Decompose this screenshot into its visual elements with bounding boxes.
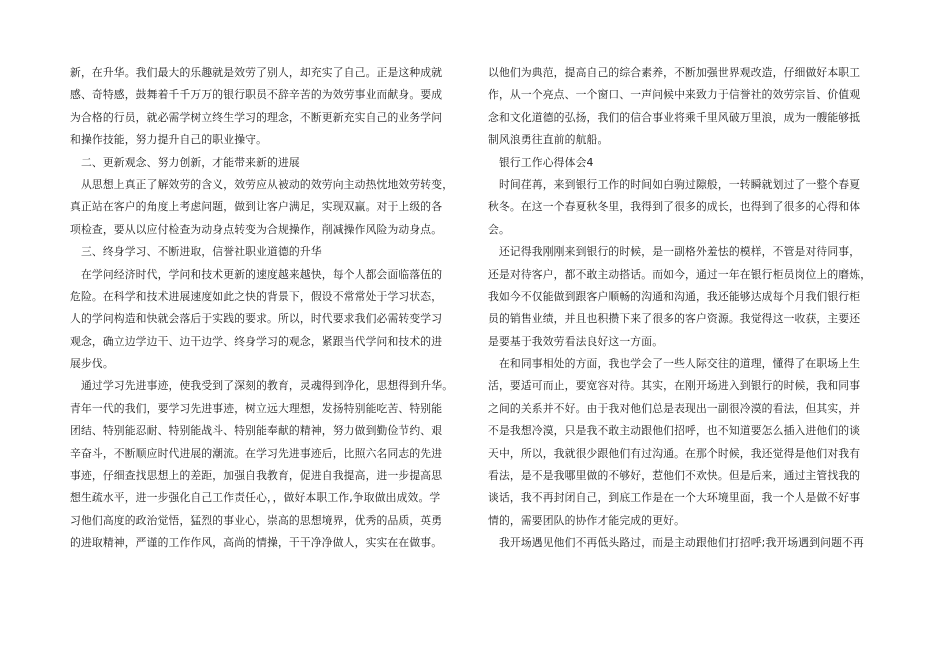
right-column-line: 员的销售业绩，并且也积攒下来了很多的客户资源。我觉得这一收获，主要还 — [488, 312, 861, 326]
right-column-line: 在和同事相处的方面，我也学会了一些人际交往的道理，懂得了在职场上生 — [488, 357, 861, 371]
right-column-line: 还是对待客户，都不敢主动搭话。而如今，通过一年在银行柜员岗位上的磨炼， — [488, 267, 872, 281]
right-column-line: 我开场遇见他们不再低头路过，而是主动跟他们打招呼;我开场遇到问题不再 — [488, 536, 864, 550]
right-column-line: 还记得我刚刚来到银行的时候，是一副格外羞怯的模样，不管是对待同事， — [488, 245, 861, 259]
right-column-line: 秋冬。在这一个春夏秋冬里，我得到了很多的成长，也得到了很多的心得和体 — [488, 200, 861, 214]
right-column-line: 之间的关系并不好。由于我对他们总是表现出一副很冷漠的看法，但其实，并 — [488, 401, 861, 415]
left-column-line: 的进取精神，严谨的工作作风，高尚的情操，干干净净做人，实实在在做事。 — [70, 536, 443, 550]
left-column-line: 展步伐。 — [70, 357, 114, 371]
right-column-line: 是要基于我效劳看法良好这一方面。 — [488, 334, 664, 348]
right-column-line: 我如今不仅能做到跟客户顺畅的沟通和沟通，我还能够达成每个月我们银行柜 — [488, 289, 861, 303]
left-column-line: 事迹，仔细查找思想上的差距，加强自我教育，促进自我提高，进一步提高思 — [70, 469, 443, 483]
left-column-line: 和操作技能，努力提升自己的职业操守。 — [70, 133, 268, 147]
right-text-column — [488, 62, 882, 555]
right-column-line: 制风浪勇往直前的航船。 — [488, 133, 609, 147]
left-column-line: 观念，确立边学边干、边干边学、终身学习的观念，紧跟当代学问和技术的进 — [70, 334, 443, 348]
right-column-line: 作，从一个亮点、一个窗口、一声问候中来致力于信誉社的效劳宗旨、价值观 — [488, 88, 861, 102]
left-column-line: 项检查，要从以应付检查为动身点转变为合规操作，削减操作风险为动身点。 — [70, 222, 443, 236]
right-column-line: 会。 — [488, 222, 510, 236]
left-column-line: 辛奋斗，不断顺应时代进展的潮流。在学习先进事迹后，比照六名同志的先进 — [70, 446, 443, 460]
left-column-line: 为合格的行员，就必需学树立终生学习的理念，不断更新充实自己的业务学问 — [70, 110, 443, 124]
right-column-line: 银行工作心得体会4 — [488, 155, 594, 169]
left-column-line: 在学问经济时代，学问和技术更新的速度越来越快，每个人都会面临落伍的 — [70, 267, 443, 281]
left-column-line: 人的学问构造和快就会落后于实践的要求。所以，时代要求我们必需转变学习 — [70, 312, 443, 326]
right-column-line: 不是我想冷漠，只是我不敢主动跟他们招呼，也不知道要怎么插入进他们的谈 — [488, 424, 861, 438]
right-column-line: 时间荏苒，来到银行工作的时间如白驹过隙般，一转瞬就划过了一整个春夏 — [488, 177, 861, 191]
left-column-line: 真正站在客户的角度上考虑问题，做到让客户满足，实现双赢。对于上级的各 — [70, 200, 443, 214]
right-column-line: 以他们为典范，提高自己的综合素养，不断加强世界观改造，仔细做好本职工 — [488, 66, 861, 79]
right-column-line: 天中，所以，我就很少跟他们有过沟通。在那个时候，我还觉得是他们对我有 — [488, 446, 861, 460]
left-text-column — [70, 62, 464, 555]
left-column-line: 青年一代的我们，要学习先进事迹，树立远大理想，发扬特别能吃苦、特别能 — [70, 401, 443, 415]
left-column-line: 习他们高度的政治觉悟，猛烈的事业心，崇高的思想境界，优秀的品质，英勇 — [70, 513, 443, 527]
left-column-line: 三、终身学习、不断进取，信誉社职业道德的升华 — [70, 245, 322, 259]
right-column-line: 活，要适可而止，要宽容对待。其实，在刚开场进入到银行的时候，我和同事 — [488, 379, 861, 393]
left-column-line: 从思想上真正了解效劳的含义，效劳应从被动的效劳向主动热忱地效劳转变， — [70, 177, 454, 191]
right-column-line: 情的，需要团队的协作才能完成的更好。 — [488, 513, 686, 527]
left-column-line: 感、奇特感，鼓舞着千千万万的银行职员不辞辛苦的为效劳事业而献身。要成 — [70, 88, 443, 102]
left-column-line: 通过学习先进事迹，使我受到了深刻的教育，灵魂得到净化，思想得到升华。 — [70, 379, 454, 393]
right-column-line: 念和文化道德的弘扬，我们的信合事业将乘千里风破万里浪，成为一艘能够抵 — [488, 110, 861, 124]
left-column-line: 新，在升华。我们最大的乐趣就是效劳了别人，却充实了自己。正是这种成就 — [70, 66, 443, 79]
left-column-line: 危险。在科学和技术进展速度如此之快的背景下，假设不常常处于学习状态， — [70, 289, 443, 303]
left-column-line: 二、更新观念、努力创新，才能带来新的进展 — [70, 155, 300, 169]
left-column-line: 想生疏水平，进一步强化自己工作责任心，，做好本职工作,争取做出成效。学 — [70, 491, 441, 505]
left-column-line: 团结、特别能忍耐、特别能战斗、特别能奉献的精神，努力做到勤俭节约、艰 — [70, 424, 443, 438]
right-column-line: 看法，是不是我哪里做的不够好，惹他们不欢快。但是后来，通过主管找我的 — [488, 469, 861, 483]
right-column-line: 谈话，我不再封闭自己，到底工作是在一个大环境里面，我一个人是做不好事 — [488, 491, 861, 505]
